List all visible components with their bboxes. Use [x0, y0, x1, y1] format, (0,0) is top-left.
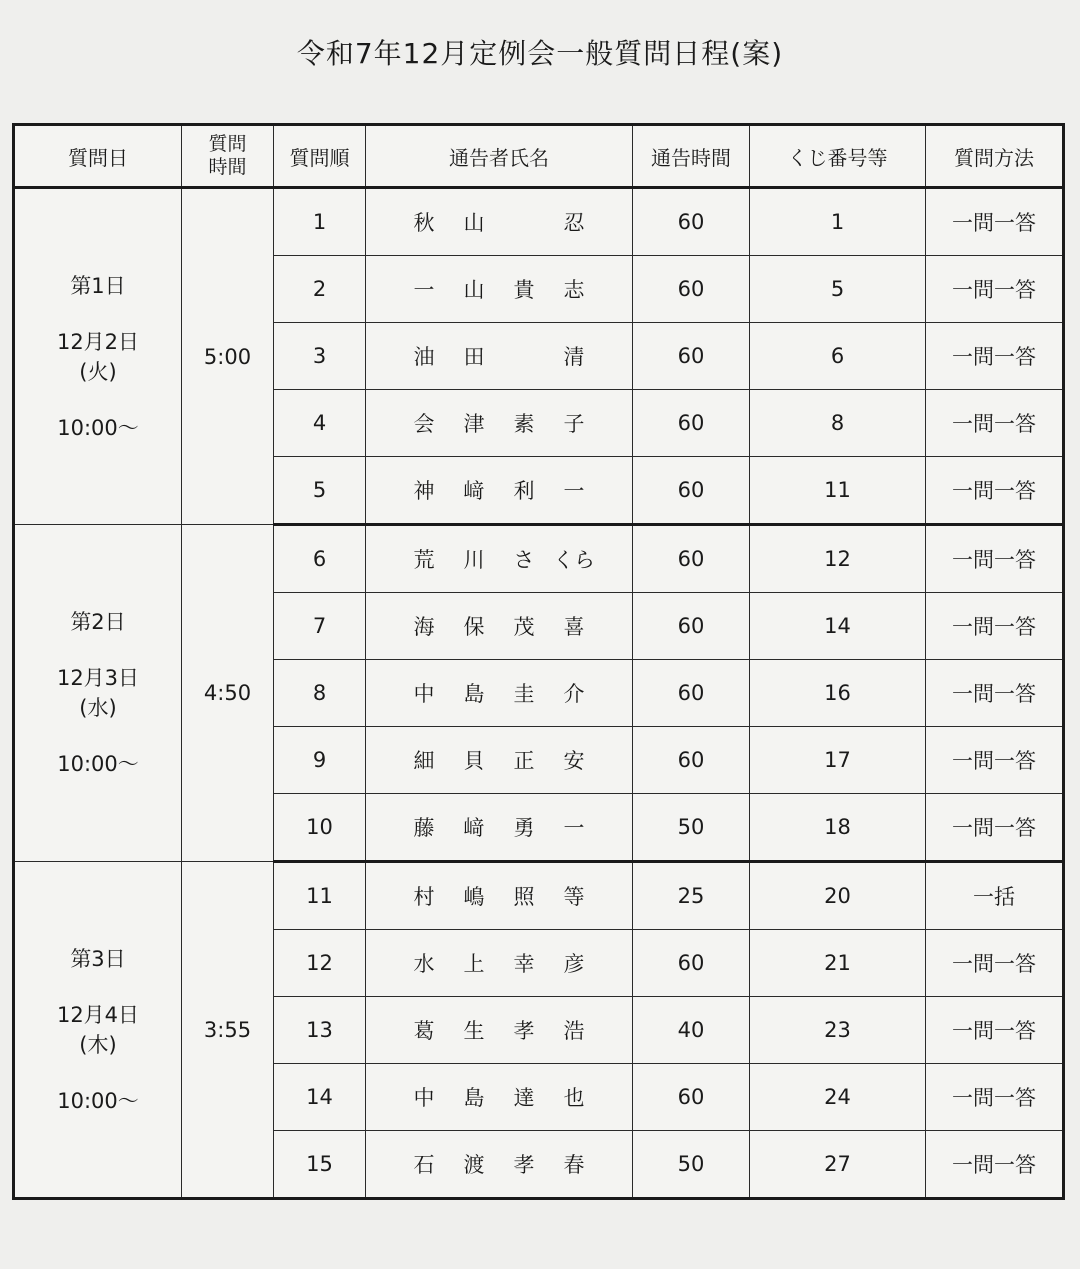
day-cell — [14, 862, 182, 1199]
name-char: 中 — [413, 1086, 435, 1110]
day-start-time: 10:00～ — [57, 415, 139, 440]
name-char: 忍 — [563, 211, 585, 235]
lottery-cell: 23 — [750, 997, 926, 1064]
day-date: 12月4日 — [56, 1002, 140, 1027]
name-char: 清 — [563, 345, 585, 369]
name-cell — [366, 323, 633, 390]
lottery-cell: 1 — [750, 188, 926, 256]
name-char: 達 — [513, 1086, 535, 1110]
method-cell: 一問一答 — [926, 390, 1064, 457]
name-cell — [366, 1131, 633, 1199]
name-char: くら — [553, 548, 595, 572]
name-char: 勇 — [513, 816, 535, 840]
name-cell — [366, 1064, 633, 1131]
table-row — [14, 862, 1064, 930]
notified-time-cell: 50 — [633, 794, 750, 862]
order-cell: 6 — [274, 525, 366, 593]
name-char: 孝 — [513, 1153, 535, 1177]
name-char: 安 — [563, 749, 585, 773]
notified-time-cell: 60 — [633, 930, 750, 997]
header-duration — [182, 125, 274, 188]
method-cell: 一問一答 — [926, 457, 1064, 525]
order-cell: 9 — [274, 727, 366, 794]
notified-time-cell: 60 — [633, 525, 750, 593]
method-cell: 一括 — [926, 862, 1064, 930]
name-cell — [366, 862, 633, 930]
name-char: 島 — [463, 1086, 485, 1110]
notified-time-cell: 60 — [633, 727, 750, 794]
lottery-cell: 6 — [750, 323, 926, 390]
notified-time-cell: 50 — [633, 1131, 750, 1199]
name-char: 利 — [513, 479, 535, 503]
name-cell — [366, 390, 633, 457]
name-char: 石 — [413, 1153, 435, 1177]
name-char: 彦 — [563, 952, 585, 976]
name-char: 田 — [463, 345, 485, 369]
method-cell: 一問一答 — [926, 794, 1064, 862]
header-notified-time: 通告時間 — [633, 125, 750, 188]
name-char: 素 — [513, 412, 535, 436]
notified-time-cell: 60 — [633, 457, 750, 525]
name-char: 秋 — [413, 211, 435, 235]
notified-time-cell: 60 — [633, 390, 750, 457]
order-cell: 10 — [274, 794, 366, 862]
name-char: 荒 — [413, 548, 435, 572]
name-cell — [366, 727, 633, 794]
order-cell: 12 — [274, 930, 366, 997]
day-cell — [14, 188, 182, 525]
page-title: 令和7年12月定例会一般質問日程(案) — [296, 37, 784, 70]
name-char: 﨑 — [463, 816, 485, 840]
lottery-cell: 18 — [750, 794, 926, 862]
lottery-cell: 12 — [750, 525, 926, 593]
name-char: 圭 — [513, 682, 535, 706]
notified-time-cell: 60 — [633, 323, 750, 390]
table-row — [14, 525, 1064, 593]
name-char: 中 — [413, 682, 435, 706]
method-cell: 一問一答 — [926, 1131, 1064, 1199]
name-char: 介 — [563, 682, 585, 706]
order-cell: 14 — [274, 1064, 366, 1131]
name-cell — [366, 997, 633, 1064]
name-cell — [366, 525, 633, 593]
name-char: 細 — [413, 749, 435, 773]
header-lottery: くじ番号等 — [750, 125, 926, 188]
method-cell: 一問一答 — [926, 660, 1064, 727]
order-cell: 11 — [274, 862, 366, 930]
name-char: 孝 — [513, 1019, 535, 1043]
day-weekday: (火) — [79, 359, 117, 384]
header-method: 質問方法 — [926, 125, 1064, 188]
name-char: 山 — [463, 278, 485, 302]
day-weekday: (木) — [79, 1032, 117, 1057]
lottery-cell: 11 — [750, 457, 926, 525]
day-label: 第2日 — [70, 610, 126, 634]
method-cell: 一問一答 — [926, 727, 1064, 794]
notified-time-cell: 60 — [633, 256, 750, 323]
method-cell: 一問一答 — [926, 593, 1064, 660]
lottery-cell: 5 — [750, 256, 926, 323]
duration-cell: 5:00 — [182, 188, 274, 525]
name-char: 也 — [563, 1086, 585, 1110]
name-char: 一 — [563, 479, 585, 503]
day-date: 12月3日 — [56, 666, 140, 690]
name-char: 浩 — [563, 1019, 585, 1043]
name-char: さ — [513, 548, 535, 572]
day-start-time: 10:00～ — [57, 752, 139, 776]
day-start-time: 10:00～ — [57, 1088, 139, 1113]
day-label: 第1日 — [70, 273, 126, 298]
lottery-cell: 27 — [750, 1131, 926, 1199]
name-cell — [366, 660, 633, 727]
name-char: 葛 — [413, 1019, 435, 1043]
name-char: 照 — [513, 885, 535, 909]
notified-time-cell: 60 — [633, 1064, 750, 1131]
name-cell — [366, 188, 633, 256]
name-cell — [366, 457, 633, 525]
notified-time-cell: 25 — [633, 862, 750, 930]
name-char: 村 — [413, 885, 435, 909]
name-char: 渡 — [463, 1153, 485, 1177]
header-name: 通告者氏名 — [366, 125, 633, 188]
header-duration-line2: 時間 — [208, 156, 247, 178]
day-cell — [14, 525, 182, 862]
name-char: 﨑 — [463, 479, 485, 503]
notified-time-cell: 40 — [633, 997, 750, 1064]
schedule-body — [14, 188, 1064, 1199]
name-char: 神 — [413, 479, 435, 503]
order-cell: 4 — [274, 390, 366, 457]
notified-time-cell: 60 — [633, 593, 750, 660]
table-row — [14, 188, 1064, 256]
day-label: 第3日 — [70, 946, 126, 971]
name-char: 貝 — [463, 749, 485, 773]
lottery-cell: 8 — [750, 390, 926, 457]
lottery-cell: 16 — [750, 660, 926, 727]
name-char: 貴 — [513, 278, 535, 302]
name-char: 一 — [563, 816, 585, 840]
name-char: 油 — [413, 345, 435, 369]
header-duration-line1: 質問 — [208, 133, 247, 155]
method-cell: 一問一答 — [926, 256, 1064, 323]
duration-cell: 3:55 — [182, 862, 274, 1199]
name-char: 会 — [413, 412, 435, 436]
lottery-cell: 21 — [750, 930, 926, 997]
lottery-cell: 17 — [750, 727, 926, 794]
name-char: 水 — [413, 952, 435, 976]
header-date: 質問日 — [14, 125, 182, 188]
day-weekday: (水) — [79, 696, 117, 720]
name-char: 正 — [513, 749, 535, 773]
name-char: 等 — [563, 885, 585, 909]
name-char: 保 — [463, 615, 485, 639]
name-char: 春 — [563, 1153, 585, 1177]
header-order: 質問順 — [274, 125, 366, 188]
name-char: 茂 — [513, 615, 535, 639]
name-char: 嶋 — [463, 885, 485, 909]
name-char: 幸 — [513, 952, 535, 976]
method-cell: 一問一答 — [926, 525, 1064, 593]
lottery-cell: 14 — [750, 593, 926, 660]
name-char: 津 — [463, 412, 485, 436]
method-cell: 一問一答 — [926, 930, 1064, 997]
name-char: 山 — [463, 211, 485, 235]
schedule-table — [12, 123, 1065, 1200]
name-char: 島 — [463, 682, 485, 706]
order-cell: 1 — [274, 188, 366, 256]
name-cell — [366, 930, 633, 997]
name-char: 一 — [413, 278, 435, 302]
order-cell: 5 — [274, 457, 366, 525]
order-cell: 15 — [274, 1131, 366, 1199]
name-char: 藤 — [413, 816, 435, 840]
order-cell: 8 — [274, 660, 366, 727]
day-date: 12月2日 — [56, 329, 140, 354]
notified-time-cell: 60 — [633, 660, 750, 727]
name-char: 川 — [463, 548, 485, 572]
name-char: 子 — [563, 412, 585, 436]
name-char: 上 — [463, 952, 485, 976]
name-cell — [366, 593, 633, 660]
name-char: 喜 — [563, 615, 585, 639]
name-char: 海 — [413, 615, 435, 639]
duration-cell: 4:50 — [182, 525, 274, 862]
order-cell: 7 — [274, 593, 366, 660]
order-cell: 2 — [274, 256, 366, 323]
lottery-cell: 24 — [750, 1064, 926, 1131]
order-cell: 3 — [274, 323, 366, 390]
notified-time-cell: 60 — [633, 188, 750, 256]
header-row — [14, 125, 1064, 188]
method-cell: 一問一答 — [926, 323, 1064, 390]
order-cell: 13 — [274, 997, 366, 1064]
method-cell: 一問一答 — [926, 1064, 1064, 1131]
name-cell — [366, 256, 633, 323]
name-cell — [366, 794, 633, 862]
method-cell: 一問一答 — [926, 997, 1064, 1064]
name-char: 生 — [463, 1019, 485, 1043]
name-char: 志 — [563, 278, 585, 302]
lottery-cell: 20 — [750, 862, 926, 930]
method-cell: 一問一答 — [926, 188, 1064, 256]
